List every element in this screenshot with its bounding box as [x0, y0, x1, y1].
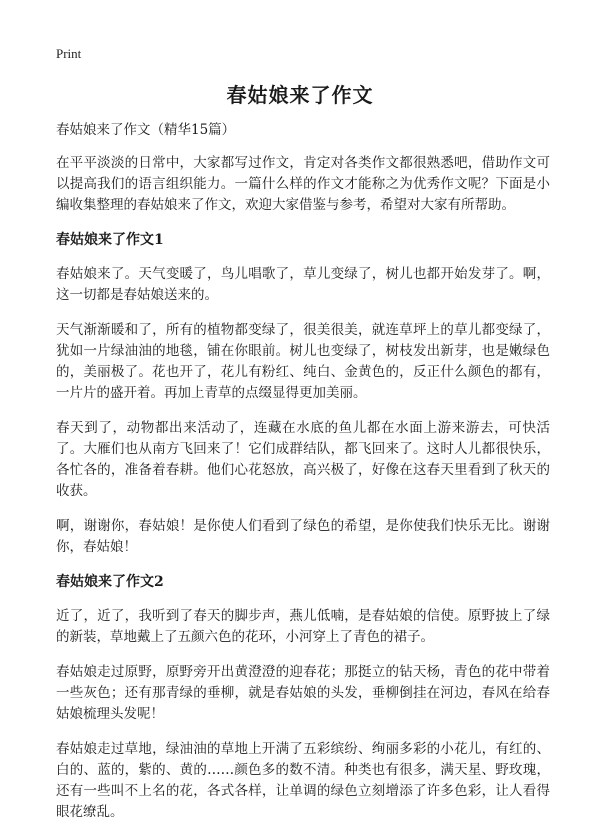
article-body	[56, 120, 550, 837]
page-title: 春姑娘来了作文	[226, 83, 374, 107]
section-1-paragraph-3: 春天到了，动物都出来活动了，连藏在水底的鱼儿都在水面上游来游去，可快活了。大雁们也从南方飞回来了！它们成群结队，都飞回来了。这时人儿都很快乐，各忙各的，准备着春耕。他们心花怒放，高兴极了，好像在这春天里看到了秋天的收获。	[56, 420, 550, 499]
section-1-paragraph-1: 春姑娘来了。天气变暖了，鸟儿唱歌了，草儿变绿了，树儿也都开始发芽了。啊，这一切都是春姑娘送来的。	[56, 266, 550, 303]
section-1-paragraph-2: 天气渐渐暖和了，所有的植物都变绿了，很美很美，就连草坪上的草儿都变绿了，犹如一片绿油油的地毯，铺在你眼前。树儿也变绿了，树枝发出新芽，也是嫩绿色的，美丽极了。花也开了，花儿有粉红、纯白、金黄色的，反正什么颜色的都有，一片片的盛开着。再加上青草的点缀显得更加美丽。	[56, 322, 550, 401]
section-1-paragraph-4: 啊，谢谢你，春姑娘！是你使人们看到了绿色的希望，是你使我们快乐无比。谢谢你，春姑娘！	[56, 518, 550, 555]
intro-paragraph: 在平平淡淡的日常中，大家都写过作文，肯定对各类作文都很熟悉吧，借助作文可以提高我们的语言组织能力。一篇什么样的作文才能称之为优秀作文呢？下面是小编收集整理的春姑娘来了作文，欢迎大家借鉴与参考，希望对大家有所帮助。	[56, 155, 550, 213]
section-2-paragraph-1: 近了，近了，我听到了春天的脚步声，燕儿低喃，是春姑娘的信使。原野披上了绿的新装，草地戴上了五颜六色的花环，小河穿上了青色的裙子。	[56, 608, 550, 645]
print-link[interactable]: Print	[56, 46, 82, 61]
section-heading-1: 春姑娘来了作文1	[56, 232, 164, 248]
article-subtitle: 春姑娘来了作文（精华15篇）	[56, 122, 236, 138]
section-2-paragraph-2: 春姑娘走过原野，原野旁开出黄澄澄的迎春花；那挺立的钻天杨，青色的花中带着一些灰色；还有那青绿的垂柳，就是春姑娘的头发，垂柳倒挂在河边，春风在给春姑娘梳理头发呢！	[56, 664, 550, 722]
section-heading-2: 春姑娘来了作文2	[56, 574, 164, 590]
section-2-paragraph-3: 春姑娘走过草地，绿油油的草地上开满了五彩缤纷、绚丽多彩的小花儿，有红的、白的、蓝的，紫的、黄的……颜色多的数不清。种类也有很多，满天星、野玫瑰，还有一些叫不上名的花，各式各样，让单调的绿色立刻增添了许多色彩，让人看得眼花缭乱。	[56, 741, 550, 820]
